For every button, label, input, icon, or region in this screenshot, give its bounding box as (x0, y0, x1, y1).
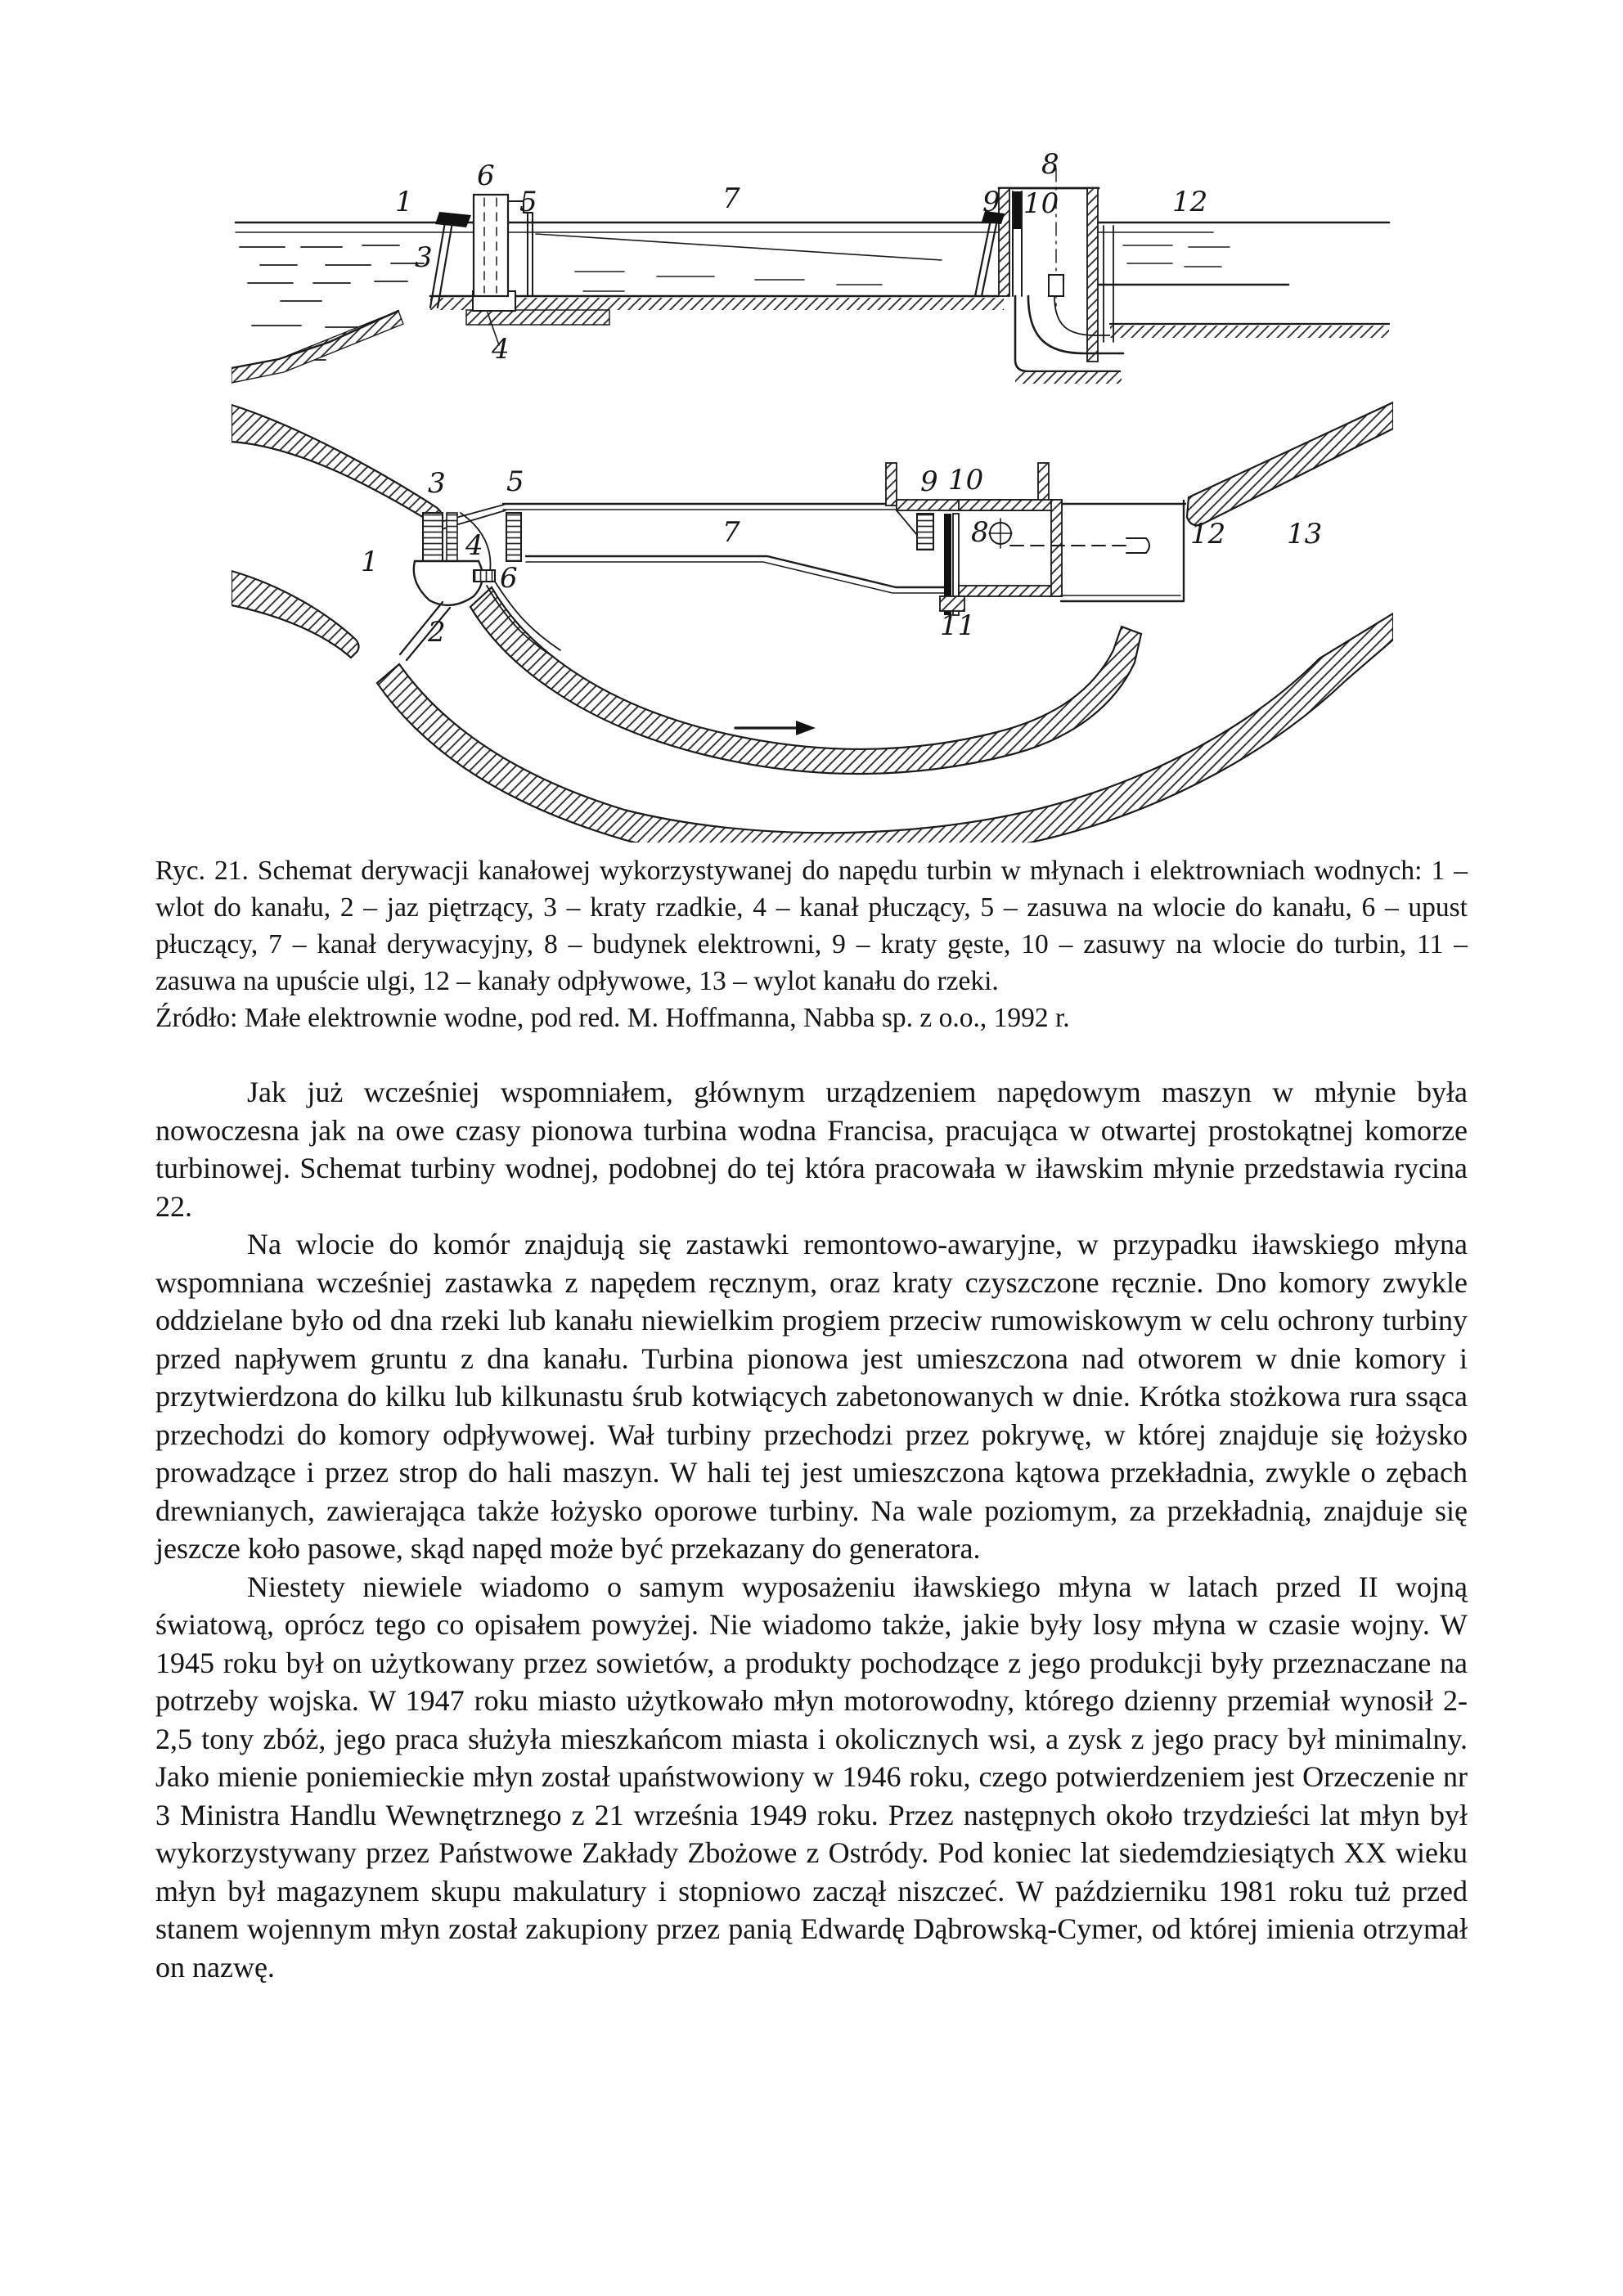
figure-label-10: 10 (1023, 187, 1059, 220)
figure-label-12: 12 (1190, 518, 1226, 550)
body-paragraph-2: Na wlocie do komór znajdują się zastawki remontowo-awaryjne, w przypadku iławskiego młyna wspomniana wcześniej zastawka z napędem ręcznym, oraz kraty czyszczone ręcznie. Dno komory zwykle oddzielane było od dna rzeki lub kanału niewielkim progiem przeciw rumowiskowym w celu ochrony turbiny przed napływem gruntu z dna kanału. Turbina pionowa jest umieszczona nad otworem w dnie komory i przytwierdzona do kilku lub kilkunastu śrub kotwiących zabetonowanych w dnie. Krótka stożkowa rura ssąca przechodzi do komory odpływowej. Wał turbiny przechodzi przez pokrywę, w której znajduje się łożysko prowadzące i przez strop do hali maszyn. W hali tej jest umieszczona kątowa przekładnia, zwykle o zębach drewnianych, zawierająca także łożysko oporowe turbiny. Na wale poziomym, za przekładnią, znajduje się jeszcze koło pasowe, skąd napęd może być przekazany do generatora. (155, 1228, 1468, 1565)
figure-label-4: 4 (492, 333, 510, 366)
figure-label-7: 7 (722, 182, 740, 215)
article-body (155, 1073, 1468, 1986)
draft-tube-outer (1028, 296, 1123, 353)
figure-label-1: 1 (395, 186, 413, 218)
figure-label-11: 11 (940, 609, 976, 642)
body-paragraph-3: Niestety niewiele wiadomo o samym wyposażeniu iławskiego młyna w latach przed II wojną światową, oprócz tego co opisałem powyżej. Nie wiadomo także, jakie były losy młyna w czasie wojny. W 1945 roku był on użytkowany przez sowietów, a produkty pochodzące z jego produkcji były przeznaczane na potrzeby wojska. W 1947 roku miasto użytkowało młyn motorowodny, którego dzienny przemiał wynosił 2-2,5 tony zbóż, jego praca służyła mieszkańcom miasta i okolicznych wsi, a zysk z jego pracy był minimalny. Jako mienie poniemieckie młyn został upaństwowiony w 1946 roku, czego potwierdzeniem jest Orzeczenie nr 3 Ministra Handlu Wewnętrznego z 21 września 1949 roku. Przez następnych około trzydzieści lat młyn był wykorzystywany przez Państwowe Zakłady Zbożowe z Ostródy. Pod koniec lat siedemdziesiątych XX wieku młyn był magazynem skupu makulatury i stopniowo zaczął niszczeć. W październiku 1981 roku tuż przed stanem wojennym młyn został zakupiony przez panią Edwardę Dąbrowską-Cymer, od której imienia otrzymał on nazwę. (155, 1570, 1468, 1984)
powerhouse-top-wall (959, 500, 1062, 510)
figure-label-8: 8 (1041, 148, 1059, 181)
turbine-shaft (1049, 275, 1063, 296)
bank-upper-right (1187, 402, 1393, 525)
powerhouse-bottom-wall (959, 586, 1062, 596)
figure-label-2: 2 (428, 616, 446, 649)
coarse-rack (430, 218, 453, 308)
figure-caption-text: Ryc. 21. Schemat derywacji kanałowej wykorzystywanej do napędu turbin w młynach i elektrowniach wodnych: 1 – wlot do kanału, 2 – jaz piętrzący, 3 – kraty rzadkie, 4 – kanał płuczący, 5 – zasuwa na wlocie do kanału, 6 – upust płuczący, 7 – kanał derywacyjny, 8 – budynek elektrowni, 9 – kraty gęste, 10 – zasuwy na wlocie do turbin, 11 – zasuwa na upuście ulgi, 12 – kanały odpływowe, 13 – wylot kanału do rzeki. (155, 856, 1468, 996)
figure-label-5: 5 (519, 186, 537, 218)
figure-caption-source: Źródło: Małe elektrownie wodne, pod red. M. Hoffmanna, Nabba sp. z o.o., 1992 r. (155, 1003, 1070, 1033)
figure-label-5: 5 (506, 465, 524, 498)
figure-ryc-21 (232, 123, 1393, 842)
fine-rack-plan (917, 514, 933, 550)
figure-label-8: 8 (971, 516, 989, 549)
figure-caption (155, 852, 1468, 1036)
fine-rack (975, 216, 998, 296)
figure-label-1: 1 (361, 546, 379, 578)
figure-label-4: 4 (465, 529, 483, 562)
figure-label-9: 9 (920, 465, 938, 498)
weir-pier (414, 561, 483, 605)
bank-upper-left (232, 405, 442, 525)
tailrace-walls (1061, 501, 1184, 601)
figure-label-10: 10 (948, 464, 984, 496)
powerhouse-side-wall (1051, 500, 1062, 596)
figure-label-12: 12 (1172, 186, 1208, 218)
canal-bottom-wall (526, 556, 950, 587)
figure-label-9: 9 (982, 186, 1000, 218)
figure-label-6: 6 (477, 160, 495, 192)
flushing-sluice-tower (474, 195, 508, 296)
shaft-bracket (1126, 538, 1149, 553)
bank-lower-left (232, 571, 359, 658)
water-dashes-tail (1123, 245, 1230, 267)
body-paragraph-1: Jak już wcześniej wspomniałem, głównym urządzeniem napędowym maszyn w młynie była nowoczesna jak na owe czasy pionowa turbina wodna Francisa, pracująca w otwartej prostokątnej komorze turbinowej. Schemat turbiny wodnej, podobnej do tej która pracowała w iławskim młynie przedstawia rycina 22. (155, 1076, 1468, 1223)
figure-label-13: 13 (1287, 518, 1323, 550)
figure-label-3: 3 (428, 467, 446, 500)
flushing-outlet (474, 570, 495, 582)
plan-view (232, 402, 1393, 842)
powerhouse-left-wall (999, 188, 1009, 296)
turbine-gate (1013, 191, 1022, 229)
bank-inner-bend (470, 587, 1141, 774)
figure-label-7: 7 (722, 516, 740, 549)
canal-derivation-diagram (232, 123, 1393, 842)
flow-arrow-head (796, 721, 816, 735)
wing-wall-left (886, 463, 897, 505)
coarse-rack-plan (423, 513, 443, 561)
figure-label-6: 6 (500, 562, 518, 595)
coarse-rack-head (435, 212, 471, 227)
figure-label-3: 3 (415, 241, 433, 274)
inlet-gate-plan (506, 513, 521, 561)
